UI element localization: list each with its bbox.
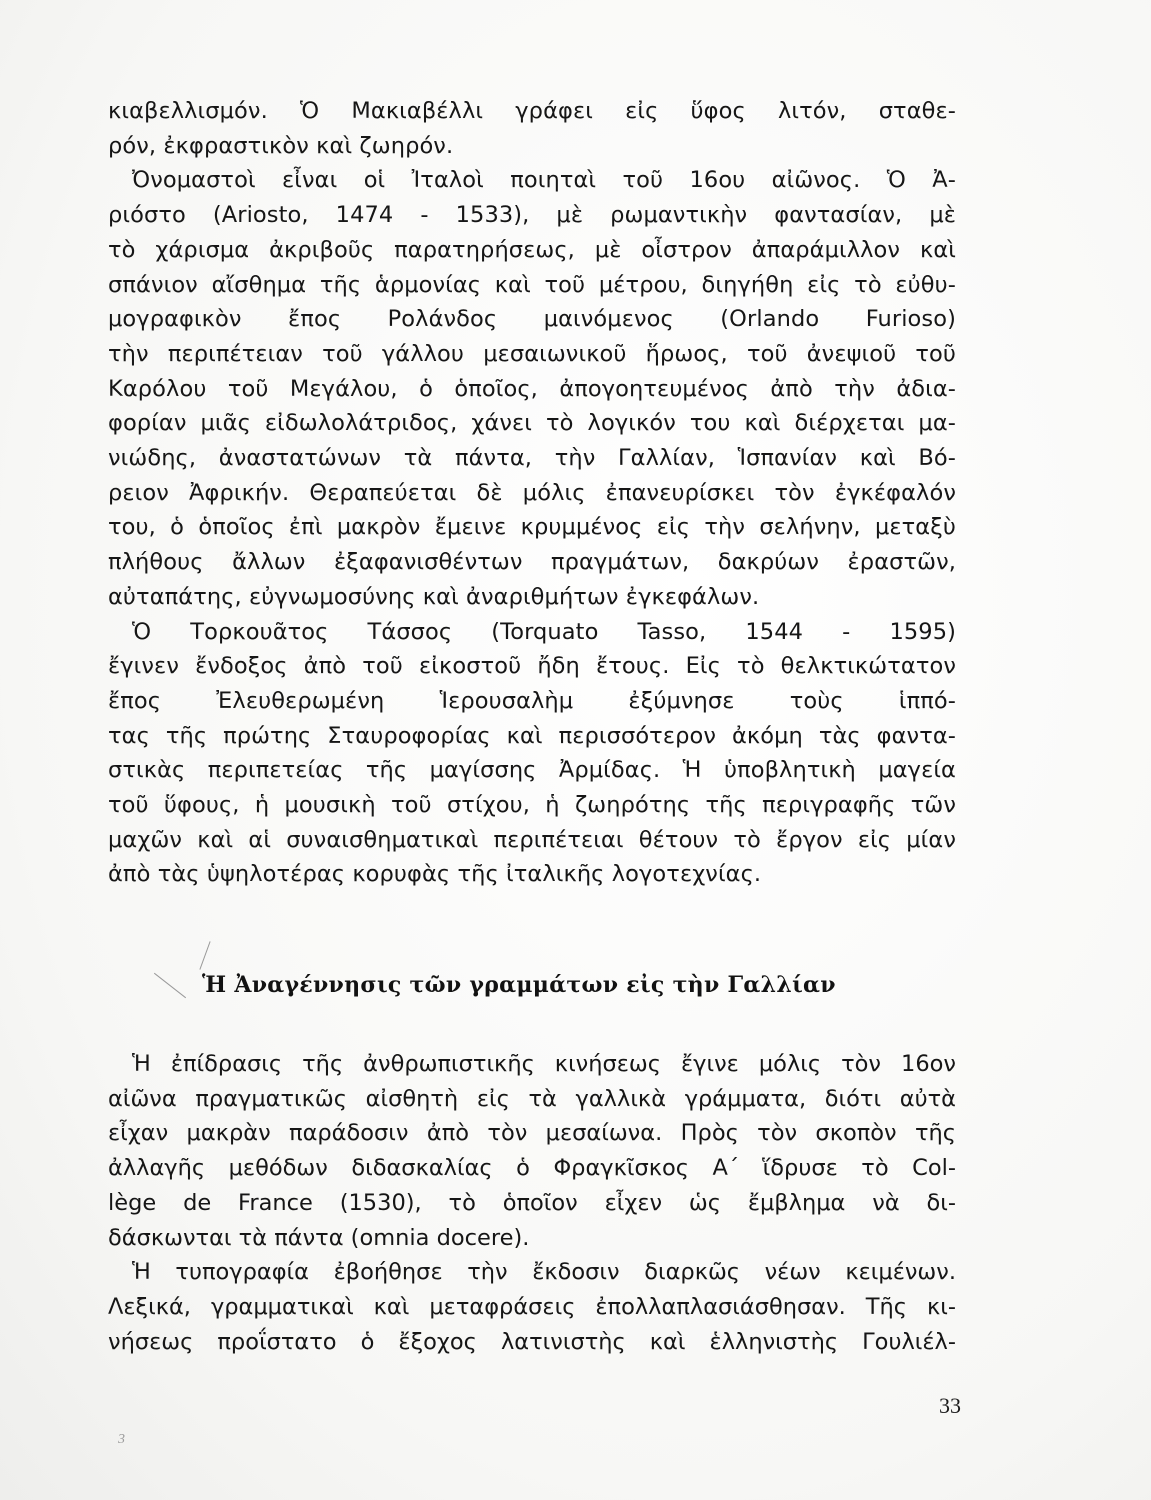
text-line: lège de France (1530), τὸ ὁποῖον εἶχεν ὡς ἔμβλημα νὰ δι- bbox=[108, 1189, 956, 1216]
text-line: σπάνιον αἴσθημα τῆς ἁρμονίας καὶ τοῦ μέτρου, διηγήθη εἰς τὸ εὐθυ- bbox=[108, 271, 956, 298]
text-line: ἀλλαγῆς μεθόδων διδασκαλίας ὁ Φραγκῖσκος Α΄ ἵδρυσε τὸ Col- bbox=[108, 1155, 956, 1182]
pencil-mark bbox=[154, 973, 186, 998]
second-text-block bbox=[108, 1047, 956, 1359]
text-line: ἔγινεν ἔνδοξος ἀπὸ τοῦ εἰκοστοῦ ἤδη ἔτους. Εἰς τὸ θελκτικώτατον bbox=[108, 653, 956, 680]
text-line: φορίαν μιᾶς εἰδωλολάτριδος, χάνει τὸ λογικόν του καὶ διέρχεται μα- bbox=[108, 410, 956, 437]
text-line: τὸ χάρισμα ἀκριβοῦς παρατηρήσεως, μὲ οἶστρον ἀπαράμιλλον καὶ bbox=[108, 236, 956, 263]
text-line: εἶχαν μακρὰν παράδοσιν ἀπὸ τὸν μεσαίωνα. Πρὸς τὸν σκοπὸν τῆς bbox=[108, 1120, 956, 1147]
text-line: Ὁ Τορκουᾶτος Τάσσος (Torquato Tasso, 1544 - 1595) bbox=[132, 618, 956, 645]
text-line: τας τῆς πρώτης Σταυροφορίας καὶ περισσότερον ἀκόμη τὰς φαντα- bbox=[108, 722, 956, 749]
text-line: κιαβελλισμόν. Ὁ Μακιαβέλλι γράφει εἰς ὕφος λιτόν, σταθε- bbox=[108, 98, 956, 124]
text-line: ἀπὸ τὰς ὑψηλοτέρας κορυφὰς τῆς ἰταλικῆς λογοτεχνίας. bbox=[108, 861, 762, 888]
text-line: Λεξικά, γραμματικαὶ καὶ μεταφράσεις ἐπολλαπλασιάσθησαν. Τῆς κι- bbox=[108, 1293, 956, 1320]
text-line: Ἡ τυπογραφία ἐβοήθησε τὴν ἔκδοσιν διαρκῶς νέων κειμένων. bbox=[132, 1259, 956, 1286]
main-text-block bbox=[108, 94, 956, 892]
text-line: ρειον Ἀφρικήν. Θεραπεύεται δὲ μόλις ἐπανευρίσκει τὸν ἐγκέφαλόν bbox=[108, 479, 956, 506]
text-line: Καρόλου τοῦ Μεγάλου, ὁ ὁποῖος, ἀπογοητευμένος ἀπὸ τὴν ἀδια- bbox=[108, 375, 956, 402]
text-line: δάσκωνται τὰ πάντα (omnia docere). bbox=[108, 1224, 530, 1251]
text-line: τοῦ ὕφους, ἡ μουσικὴ τοῦ στίχου, ἡ ζωηρότης τῆς περιγραφῆς τῶν bbox=[108, 792, 956, 819]
section-heading: Ἡ Ἀναγέννησις τῶν γραμμάτων εἰς τὴν Γαλλίαν bbox=[202, 972, 836, 998]
text-line: μαχῶν καὶ αἱ συναισθηματικαὶ περιπέτειαι θέτουν τὸ ἔργον εἰς μίαν bbox=[108, 826, 956, 853]
corner-mark: 3 bbox=[118, 1432, 125, 1447]
text-line: ἔπος Ἐλευθερωμένη Ἱερουσαλὴμ ἐξύμνησε τοὺς ἱππό- bbox=[108, 687, 956, 714]
text-line: Ἡ ἐπίδρασις τῆς ἀνθρωπιστικῆς κινήσεως ἔγινε μόλις τὸν 16ον bbox=[132, 1051, 956, 1077]
page-number: 33 bbox=[939, 1393, 961, 1418]
text-line: πλήθους ἄλλων ἐξαφανισθέντων πραγμάτων, δακρύων ἐραστῶν, bbox=[108, 549, 956, 576]
text-line: νιώδης, ἀναστατώνων τὰ πάντα, τὴν Γαλλίαν, Ἱσπανίαν καὶ Βό- bbox=[108, 445, 956, 472]
text-line: αἰῶνα πραγματικῶς αἰσθητὴ εἰς τὰ γαλλικὰ γράμματα, διότι αὐτὰ bbox=[108, 1085, 956, 1112]
text-line: του, ὁ ὁποῖος ἐπὶ μακρὸν ἔμεινε κρυμμένος εἰς τὴν σελήνην, μεταξὺ bbox=[108, 514, 956, 541]
text-line: στικὰς περιπετείας τῆς μαγίσσης Ἀρμίδας. Ἡ ὑποβλητικὴ μαγεία bbox=[108, 757, 956, 784]
text-line: τὴν περιπέτειαν τοῦ γάλλου μεσαιωνικοῦ ἥρωος, τοῦ ἀνεψιοῦ τοῦ bbox=[108, 340, 956, 367]
text-line: αὐταπάτης, εὐγνωμοσύνης καὶ ἀναριθμήτων ἐγκεφάλων. bbox=[108, 583, 760, 610]
text-line: ρόν, ἐκφραστικὸν καὶ ζωηρόν. bbox=[108, 132, 454, 159]
text-line: νήσεως προΐστατο ὁ ἔξοχος λατινιστὴς καὶ ἑλληνιστὴς Γουλιέλ- bbox=[108, 1328, 956, 1355]
text-line: ριόστο (Ariosto, 1474 - 1533), μὲ ρωμαντικὴν φαντασίαν, μὲ bbox=[108, 202, 956, 229]
text-line: μογραφικὸν ἔπος Ρολάνδος μαινόμενος (Orlando Furioso) bbox=[108, 306, 956, 333]
text-line: Ὀνομαστοὶ εἶναι οἱ Ἰταλοὶ ποιηταὶ τοῦ 16ου αἰῶνος. Ὁ Ἀ- bbox=[132, 167, 956, 194]
pencil-mark bbox=[199, 941, 210, 970]
